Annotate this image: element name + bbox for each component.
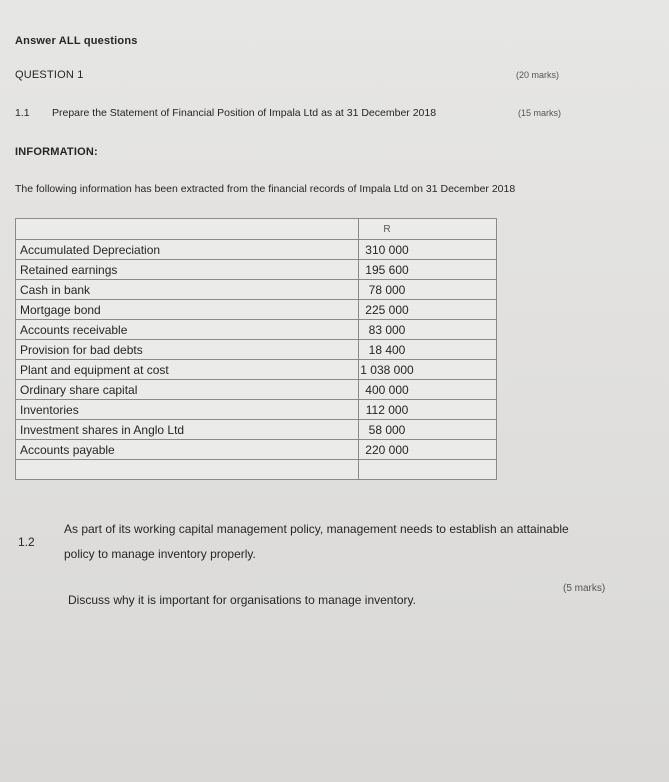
subquestion-2-line1: As part of its working capital management policy, management needs to establish an attainable	[64, 522, 569, 536]
table-cell-amount: 195 600	[359, 260, 497, 280]
table-cell-item: Investment shares in Anglo Ltd	[16, 420, 359, 440]
table-cell-amount: 78 000	[359, 280, 497, 300]
table-cell-amount: 1 038 000	[359, 360, 497, 380]
table-cell-amount: 83 000	[359, 320, 497, 340]
table-cell-item: Cash in bank	[16, 280, 359, 300]
information-heading: INFORMATION:	[15, 146, 98, 158]
table-row	[16, 360, 497, 380]
table-cell-item: Mortgage bond	[16, 300, 359, 320]
table-header-row	[16, 219, 497, 240]
subquestion-2-marks: (5 marks)	[563, 583, 606, 594]
table-cell-item: Inventories	[16, 400, 359, 420]
table-cell-amount: 310 000	[359, 240, 497, 260]
table-header-currency: R	[359, 219, 497, 240]
table-row	[16, 400, 497, 420]
subquestion-2-number: 1.2	[18, 535, 35, 549]
table-cell-amount: 18 400	[359, 340, 497, 360]
table-cell-item: Accumulated Depreciation	[16, 240, 359, 260]
table-row	[16, 240, 497, 260]
table-cell-item: Ordinary share capital	[16, 380, 359, 400]
question-title: QUESTION 1	[15, 69, 84, 81]
table-cell-amount: 225 000	[359, 300, 497, 320]
table-cell-amount: 112 000	[359, 400, 497, 420]
table-cell-empty	[359, 460, 497, 480]
information-intro: The following information has been extracted from the financial records of Impala Ltd on 31 December 2018	[15, 183, 516, 195]
table-row	[16, 260, 497, 280]
subquestion-number: 1.1	[15, 107, 30, 119]
instruction-heading: Answer ALL questions	[15, 35, 138, 47]
table-cell-amount: 400 000	[359, 380, 497, 400]
question-marks: (20 marks)	[516, 70, 560, 80]
table-cell-amount: 58 000	[359, 420, 497, 440]
table-row	[16, 300, 497, 320]
table-row-empty	[16, 460, 497, 480]
subquestion-2-discuss: Discuss why it is important for organisations to manage inventory.	[68, 593, 416, 607]
subquestion-2-line2: policy to manage inventory properly.	[64, 547, 256, 561]
table-row	[16, 440, 497, 460]
table-cell-item: Accounts receivable	[16, 320, 359, 340]
table-row	[16, 380, 497, 400]
table-cell-item: Retained earnings	[16, 260, 359, 280]
table-cell-amount: 220 000	[359, 440, 497, 460]
table-row	[16, 420, 497, 440]
subquestion-text: Prepare the Statement of Financial Position of Impala Ltd as at 31 December 2018	[52, 107, 437, 119]
table-cell-item: Provision for bad debts	[16, 340, 359, 360]
table-row	[16, 280, 497, 300]
table-row	[16, 320, 497, 340]
table-cell-item: Accounts payable	[16, 440, 359, 460]
table-cell-item: Plant and equipment at cost	[16, 360, 359, 380]
table-row	[16, 340, 497, 360]
subquestion-marks: (15 marks)	[518, 108, 562, 118]
table-cell-empty	[16, 460, 359, 480]
financial-records-table	[15, 218, 497, 480]
table-header-item	[16, 219, 359, 240]
